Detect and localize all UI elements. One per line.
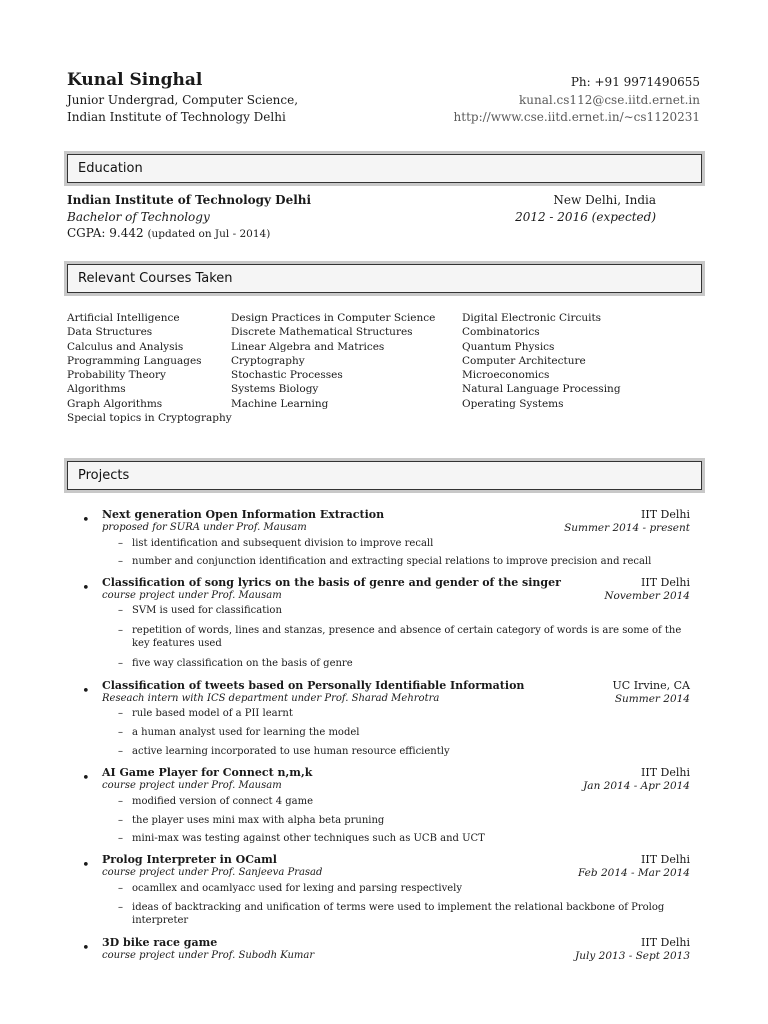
project-point: – active learning incorporated to use human resource efficiently bbox=[118, 746, 450, 757]
project-location: IIT Delhi bbox=[641, 936, 690, 949]
projects-section-header bbox=[64, 458, 705, 493]
project-date: Summer 2014 - present bbox=[564, 522, 690, 534]
phone-number: Ph: +91 9971490655 bbox=[570, 75, 700, 89]
project-point: – SVM is used for classification bbox=[118, 605, 282, 616]
course-item: Probability Theory bbox=[67, 369, 166, 382]
project-date: November 2014 bbox=[604, 590, 690, 602]
project-point: – ocamllex and ocamlyacc used for lexing and parsing respectively bbox=[118, 883, 463, 894]
course-item: Machine Learning bbox=[231, 397, 329, 410]
project-point: – modified version of connect 4 game bbox=[118, 796, 314, 807]
education-dates: 2012 - 2016 (expected) bbox=[515, 210, 656, 224]
project-point: – five way classification on the basis of genre bbox=[118, 658, 353, 669]
project-location: IIT Delhi bbox=[641, 508, 690, 521]
project-subtitle: course project under Prof. Subodh Kumar bbox=[102, 950, 315, 961]
project-date: July 2013 - Sept 2013 bbox=[575, 950, 690, 962]
education-location: New Delhi, India bbox=[553, 193, 656, 207]
website-link[interactable]: http://www.cse.iitd.ernet.in/∼cs1120231 bbox=[453, 110, 700, 124]
project-point: – mini-max was testing against other techniques such as UCB and UCT bbox=[118, 833, 485, 844]
course-item: Calculus and Analysis bbox=[67, 340, 184, 353]
course-item: Linear Algebra and Matrices bbox=[231, 340, 385, 353]
project-title: Classification of song lyrics on the basis of genre and gender of the singer bbox=[102, 576, 561, 589]
courses-heading: Relevant Courses Taken bbox=[78, 271, 233, 286]
courses-column-2 bbox=[231, 311, 435, 411]
email-link[interactable]: kunal.cs112@cse.iitd.ernet.in bbox=[519, 93, 700, 107]
cgpa-note: (updated on Jul - 2014) bbox=[147, 228, 271, 240]
project-title: AI Game Player for Connect n,m,k bbox=[102, 766, 313, 779]
project-location: UC Irvine, CA bbox=[612, 679, 690, 692]
project-point: – the player uses mini max with alpha beta pruning bbox=[118, 815, 385, 826]
course-item: Data Structures bbox=[67, 326, 153, 339]
project-date: Summer 2014 bbox=[614, 693, 690, 705]
course-item: Design Practices in Computer Science bbox=[231, 312, 436, 324]
project-title: Prolog Interpreter in OCaml bbox=[102, 853, 277, 866]
project-location: IIT Delhi bbox=[641, 766, 690, 779]
project-date: Feb 2014 - Mar 2014 bbox=[577, 867, 690, 879]
course-item: Artificial Intelligence bbox=[67, 312, 180, 324]
bullet-icon: • bbox=[82, 513, 90, 528]
course-item: Programming Languages bbox=[67, 354, 202, 367]
course-item: Digital Electronic Circuits bbox=[462, 312, 602, 324]
courses-section-header bbox=[64, 261, 705, 296]
course-item: Graph Algorithms bbox=[67, 397, 163, 410]
course-item: Algorithms bbox=[67, 383, 126, 396]
courses-column-3 bbox=[462, 311, 621, 411]
course-item: Operating Systems bbox=[462, 397, 564, 410]
courses-column-1 bbox=[67, 311, 232, 425]
course-item: Systems Biology bbox=[231, 383, 319, 396]
project-point: – repetition of words, lines and stanzas, presence and absence of certain category of words is are some of the key features used bbox=[118, 625, 682, 649]
course-item: Cryptography bbox=[231, 354, 305, 367]
header-line-1: Junior Undergrad, Computer Science, bbox=[67, 93, 299, 107]
course-item: Quantum Physics bbox=[462, 340, 555, 353]
education-degree: Bachelor of Technology bbox=[67, 210, 210, 224]
project-location: IIT Delhi bbox=[641, 853, 690, 866]
header-line-2: Indian Institute of Technology Delhi bbox=[67, 110, 286, 124]
bullet-icon: • bbox=[82, 684, 90, 699]
project-title: Classification of tweets based on Personally Identifiable Information bbox=[102, 679, 525, 692]
project-subtitle: course project under Prof. Mausam bbox=[102, 780, 282, 791]
project-title: 3D bike race game bbox=[102, 936, 218, 949]
project-date: Jan 2014 - Apr 2014 bbox=[583, 780, 690, 792]
education-heading: Education bbox=[78, 161, 143, 176]
project-location: IIT Delhi bbox=[641, 576, 690, 589]
project-point: – number and conjunction identification and extracting special relations to improve precision and recall bbox=[118, 556, 652, 567]
course-item: Stochastic Processes bbox=[231, 369, 343, 382]
bullet-icon: • bbox=[82, 941, 90, 956]
candidate-name: Kunal Singhal bbox=[67, 70, 203, 90]
project-title: Next generation Open Information Extraction bbox=[102, 508, 385, 521]
project-subtitle: course project under Prof. Sanjeeva Prasad bbox=[102, 867, 323, 878]
course-item: Microeconomics bbox=[462, 369, 550, 382]
bullet-icon: • bbox=[82, 771, 90, 786]
project-subtitle: Reseach intern with ICS department under Prof. Sharad Mehrotra bbox=[102, 693, 440, 704]
education-section-header bbox=[64, 151, 705, 186]
project-subtitle: proposed for SURA under Prof. Mausam bbox=[102, 522, 307, 533]
course-item: Special topics in Cryptography bbox=[67, 412, 232, 425]
projects-heading: Projects bbox=[78, 468, 130, 483]
project-subtitle: course project under Prof. Mausam bbox=[102, 590, 282, 601]
project-point: – ideas of backtracking and unification of terms were used to implement the relational backbone of Prolog interpreter bbox=[118, 902, 665, 926]
bullet-icon: • bbox=[82, 581, 90, 596]
education-cgpa bbox=[67, 226, 270, 240]
project-point: – list identification and subsequent division to improve recall bbox=[118, 538, 434, 549]
course-item: Discrete Mathematical Structures bbox=[231, 326, 413, 339]
project-point: – rule based model of a PII learnt bbox=[118, 708, 293, 719]
project-point: – a human analyst used for learning the model bbox=[118, 727, 360, 738]
bullet-icon: • bbox=[82, 858, 90, 873]
cgpa-value: CGPA: 9.442 bbox=[67, 226, 144, 240]
course-item: Combinatorics bbox=[462, 326, 540, 339]
course-item: Natural Language Processing bbox=[462, 383, 621, 396]
course-item: Computer Architecture bbox=[462, 354, 586, 367]
education-institution: Indian Institute of Technology Delhi bbox=[67, 193, 312, 207]
